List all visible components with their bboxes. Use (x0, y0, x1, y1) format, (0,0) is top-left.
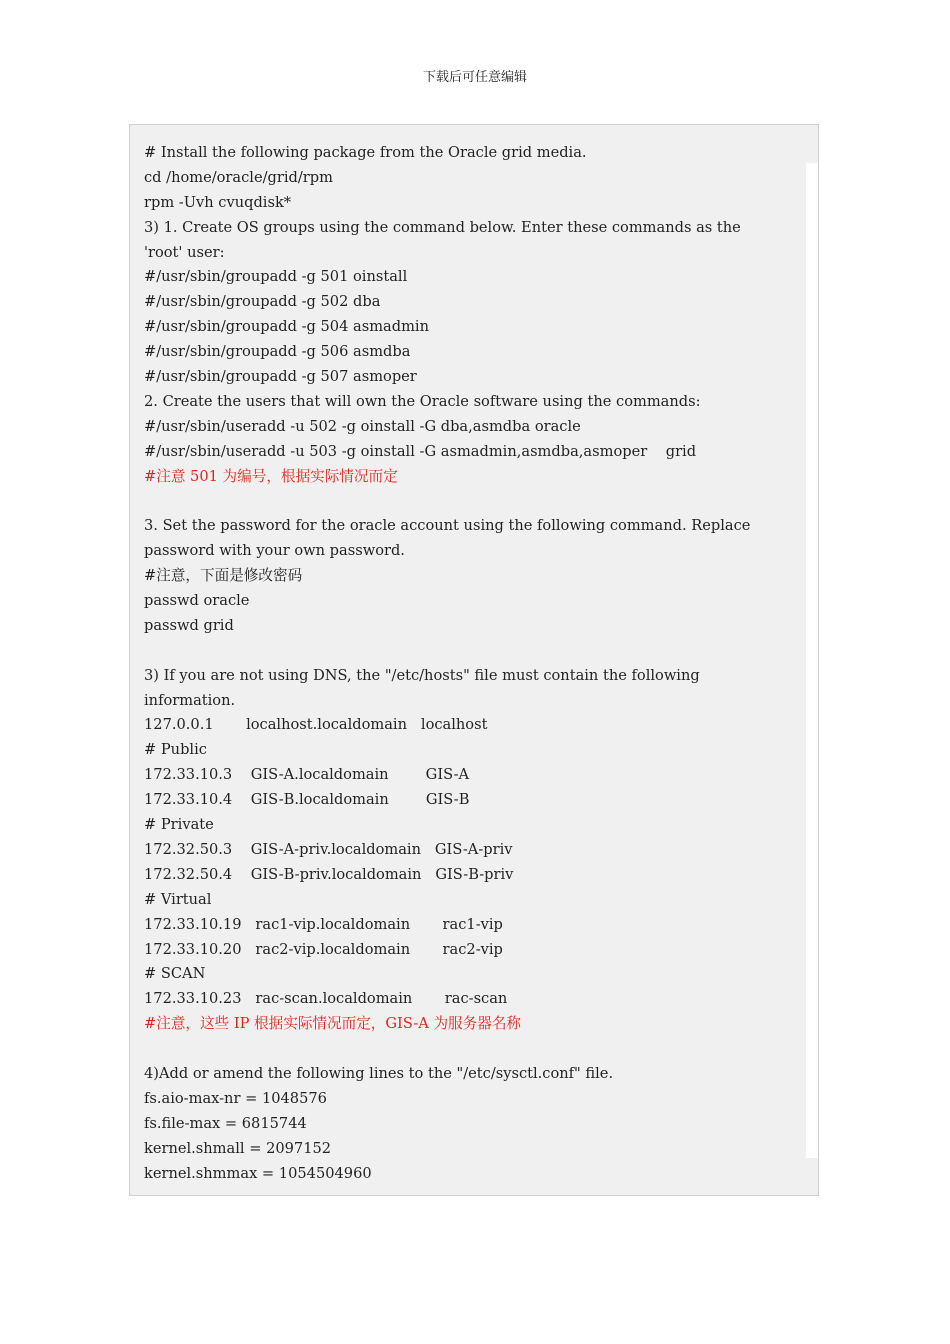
code-line: information. (144, 691, 236, 709)
code-line: fs.aio-max-nr = 1048576 (144, 1089, 327, 1107)
code-line: # Public (144, 741, 207, 759)
code-line: #/usr/sbin/groupadd -g 501 oinstall (144, 268, 408, 286)
code-line: cd /home/oracle/grid/rpm (144, 168, 333, 186)
code-line: passwd oracle (144, 592, 250, 610)
code-line: # Install the following package from the Oracle grid media. (144, 144, 587, 161)
code-line: 4)Add or amend the following lines to the "/etc/sysctl.conf" file. (144, 1064, 614, 1082)
code-line: 172.33.10.23 rac-scan.localdomain rac-scan (144, 990, 508, 1008)
code-note-line: #注意 501 为编号，根据实际情况而定 (144, 467, 398, 485)
code-line (144, 1037, 814, 1062)
code-line: #/usr/sbin/useradd -u 502 -g oinstall -G dba,asmdba oracle (144, 417, 581, 435)
code-line: #/usr/sbin/groupadd -g 507 asmoper (144, 368, 417, 386)
code-line: #/usr/sbin/useradd -u 503 -g oinstall -G asmadmin,asmdba,asmoper grid (144, 442, 697, 460)
code-line: passwd grid (144, 616, 234, 634)
code-line (144, 489, 814, 514)
code-line: 'root' user: (144, 243, 225, 261)
code-line: rpm -Uvh cvuqdisk* (144, 193, 292, 211)
code-line: fs.file-max = 6815744 (144, 1114, 307, 1132)
code-line: 172.32.50.3 GIS-A-priv.localdomain GIS-A-priv (144, 840, 513, 858)
code-line: 172.32.50.4 GIS-B-priv.localdomain GIS-B-priv (144, 865, 514, 883)
code-line: 172.33.10.4 GIS-B.localdomain GIS-B (144, 791, 470, 809)
code-line (144, 639, 814, 664)
code-block (129, 124, 819, 1196)
code-line: #/usr/sbin/groupadd -g 506 asmdba (144, 343, 411, 361)
code-line: 127.0.0.1 localhost.localdomain localhost (144, 716, 488, 734)
code-line: 3. Set the password for the oracle account using the following command. Replace (144, 517, 751, 535)
code-line: kernel.shmall = 2097152 (144, 1139, 332, 1157)
code-line: 172.33.10.3 GIS-A.localdomain GIS-A (144, 766, 470, 784)
code-line: # SCAN (144, 965, 206, 983)
code-line: 172.33.10.19 rac1-vip.localdomain rac1-vip (144, 915, 503, 933)
code-line: 172.33.10.20 rac2-vip.localdomain rac2-vip (144, 940, 503, 958)
code-line: password with your own password. (144, 542, 405, 560)
code-line: 2. Create the users that will own the Oracle software using the commands: (144, 392, 701, 410)
code-line: #/usr/sbin/groupadd -g 504 asmadmin (144, 318, 429, 336)
code-lines (144, 141, 814, 1186)
code-line: kernel.shmmax = 1054504960 (144, 1164, 372, 1182)
code-line: # Virtual (144, 890, 212, 908)
code-line: # Private (144, 816, 214, 834)
code-line: 3) If you are not using DNS, the "/etc/hosts" file must contain the following (144, 666, 700, 684)
code-line: #/usr/sbin/groupadd -g 502 dba (144, 293, 381, 311)
code-line: #注意，下面是修改密码 (144, 567, 303, 585)
page-header: 下载后可任意编辑 (422, 70, 527, 85)
code-line: 3) 1. Create OS groups using the command below. Enter these commands as the (144, 218, 741, 236)
code-note-line: #注意，这些 IP 根据实际情况而定，GIS-A 为服务器名称 (144, 1015, 522, 1033)
